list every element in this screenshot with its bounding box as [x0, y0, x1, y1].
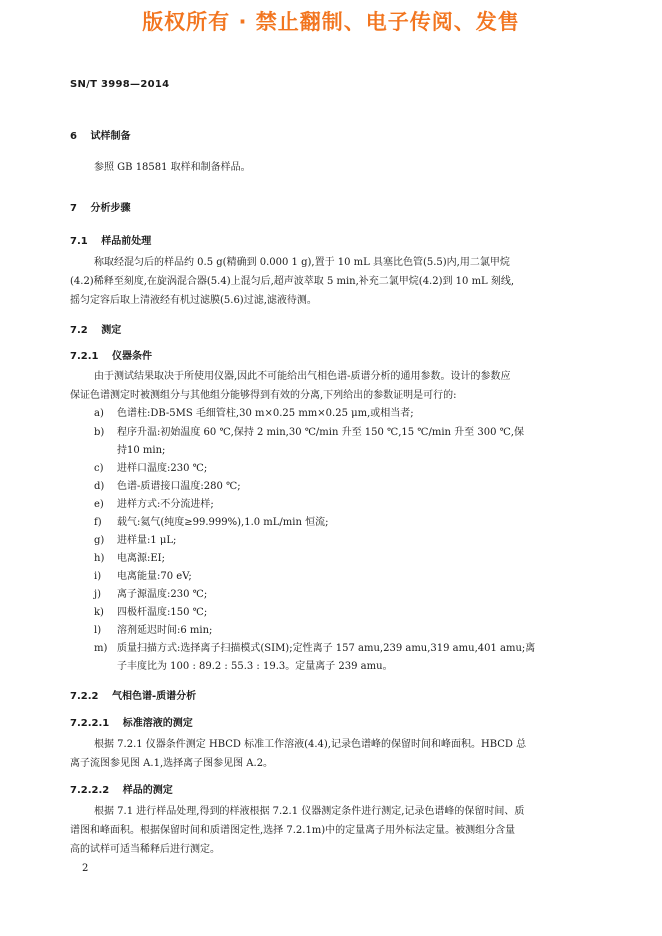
section-title: 气相色谱-质谱分析 — [111, 691, 197, 702]
section-title: 分析步骤 — [90, 203, 131, 214]
list-item-label: l) — [94, 625, 102, 636]
paragraph-line: 根据 7.2.1 仪器条件测定 HBCD 标准工作溶液(4.4),记录色谱峰的保留时间和峰面积。HBCD 总 — [94, 739, 527, 750]
paragraph-line: 根据 7.1 进行样品处理,得到的样液根据 7.2.1 仪器测定条件进行测定,记录色谱峰的保留时间、质 — [94, 806, 525, 817]
section-title: 样品前处理 — [101, 236, 152, 247]
list-item-text: 溶剂延迟时间:6 min; — [117, 625, 213, 636]
section-number: 7.2 — [70, 325, 88, 336]
section-number: 7.1 — [70, 236, 88, 247]
list-item-label: b) — [94, 427, 105, 438]
list-item-label: j) — [94, 589, 102, 600]
section-7-heading — [70, 199, 130, 214]
section-6-heading — [70, 127, 130, 142]
section-7-2-2-2-heading — [70, 781, 173, 796]
list-item-label: m) — [94, 643, 108, 654]
list-item-label: e) — [94, 499, 104, 510]
list-item-text: 色谱柱:DB-5MS 毛细管柱,30 m×0.25 mm×0.25 μm,或相当者; — [117, 408, 414, 419]
paragraph-line: 谱图和峰面积。根据保留时间和质谱图定性,选择 7.2.1m)中的定量离子用外标法定量。被测组分含量 — [70, 825, 516, 836]
list-item-text: 质量扫描方式:选择离子扫描模式(SIM);定性离子 157 amu,239 amu,319 amu,401 amu;离 — [117, 643, 536, 654]
list-item-text: 进样量:1 μL; — [117, 535, 177, 546]
paragraph-line: 离子流图参见图 A.1,选择离子图参见图 A.2。 — [70, 758, 274, 769]
list-item-label: f) — [94, 517, 102, 528]
list-item-text: 电离源:EI; — [117, 553, 165, 564]
list-item-label: a) — [94, 408, 104, 419]
copyright-banner: 版权所有 · 禁止翻制、电子传阅、发售 — [142, 10, 520, 34]
section-title: 仪器条件 — [111, 351, 152, 362]
paragraph-line: 摇匀定容后取上清液经有机过滤膜(5.6)过滤,滤液待测。 — [70, 295, 317, 306]
list-item-label: g) — [94, 535, 105, 546]
list-item-text: 四极杆温度:150 ℃; — [117, 607, 208, 618]
paragraph-line: 由于测试结果取决于所使用仪器,因此不可能给出气相色谱-质谱分析的通用参数。设计的参数应 — [94, 371, 511, 382]
section-7-2-2-heading — [70, 687, 196, 702]
section-number: 7 — [70, 203, 77, 214]
section-number: 7.2.2 — [70, 691, 99, 702]
list-item-label: c) — [94, 463, 104, 474]
section-title: 样品的测定 — [122, 785, 173, 796]
list-item-text: 子丰度比为 100 : 89.2 : 55.3 : 19.3。定量离子 239 amu。 — [117, 661, 393, 672]
paragraph-line: 称取经混匀后的样品约 0.5 g(精确到 0.000 1 g),置于 10 mL 具塞比色管(5.5)内,用二氯甲烷 — [94, 257, 510, 268]
section-number: 7.2.1 — [70, 351, 99, 362]
section-number: 7.2.2.2 — [70, 785, 110, 796]
list-item-text: 离子源温度:230 ℃; — [117, 589, 208, 600]
section-7-1-heading — [70, 232, 151, 247]
list-item-label: h) — [94, 553, 105, 564]
paragraph-line: (4.2)稀释至刻度,在旋涡混合器(5.4)上混匀后,超声波萃取 5 min,补充二氯甲烷(4.2)到 10 mL 刻线, — [70, 276, 515, 287]
list-item-text: 电离能量:70 eV; — [117, 571, 192, 582]
paragraph-line: 高的试样可适当稀释后进行测定。 — [70, 844, 220, 855]
section-title: 试样制备 — [90, 131, 131, 142]
page-number: 2 — [82, 863, 89, 874]
section-7-2-heading — [70, 321, 121, 336]
section-number: 7.2.2.1 — [70, 718, 110, 729]
list-item-label: d) — [94, 481, 105, 492]
section-7-2-1-heading — [70, 347, 152, 362]
list-item-label: k) — [94, 607, 104, 618]
paragraph: 参照 GB 18581 取样和制备样品。 — [94, 162, 251, 173]
section-title: 标准溶液的测定 — [122, 718, 193, 729]
section-number: 6 — [70, 131, 77, 142]
list-item-text: 程序升温:初始温度 60 ℃,保持 2 min,30 ℃/min 升至 150 ℃,15 ℃/min 升至 300 ℃,保 — [117, 427, 524, 438]
list-item-text: 持10 min; — [117, 445, 166, 456]
section-7-2-2-1-heading — [70, 714, 193, 729]
list-item-text: 色谱-质谱接口温度:280 ℃; — [117, 481, 241, 492]
paragraph-line: 保证色谱测定时被测组分与其他组分能够得到有效的分离,下列给出的参数证明是可行的: — [70, 390, 457, 401]
list-item-text: 载气:氦气(纯度≥99.999%),1.0 mL/min 恒流; — [117, 517, 329, 528]
list-item-label: i) — [94, 571, 102, 582]
standard-number: SN/T 3998—2014 — [70, 79, 170, 90]
list-item-text: 进样方式:不分流进样; — [117, 499, 214, 510]
list-item-text: 进样口温度:230 ℃; — [117, 463, 208, 474]
section-title: 测定 — [101, 325, 122, 336]
